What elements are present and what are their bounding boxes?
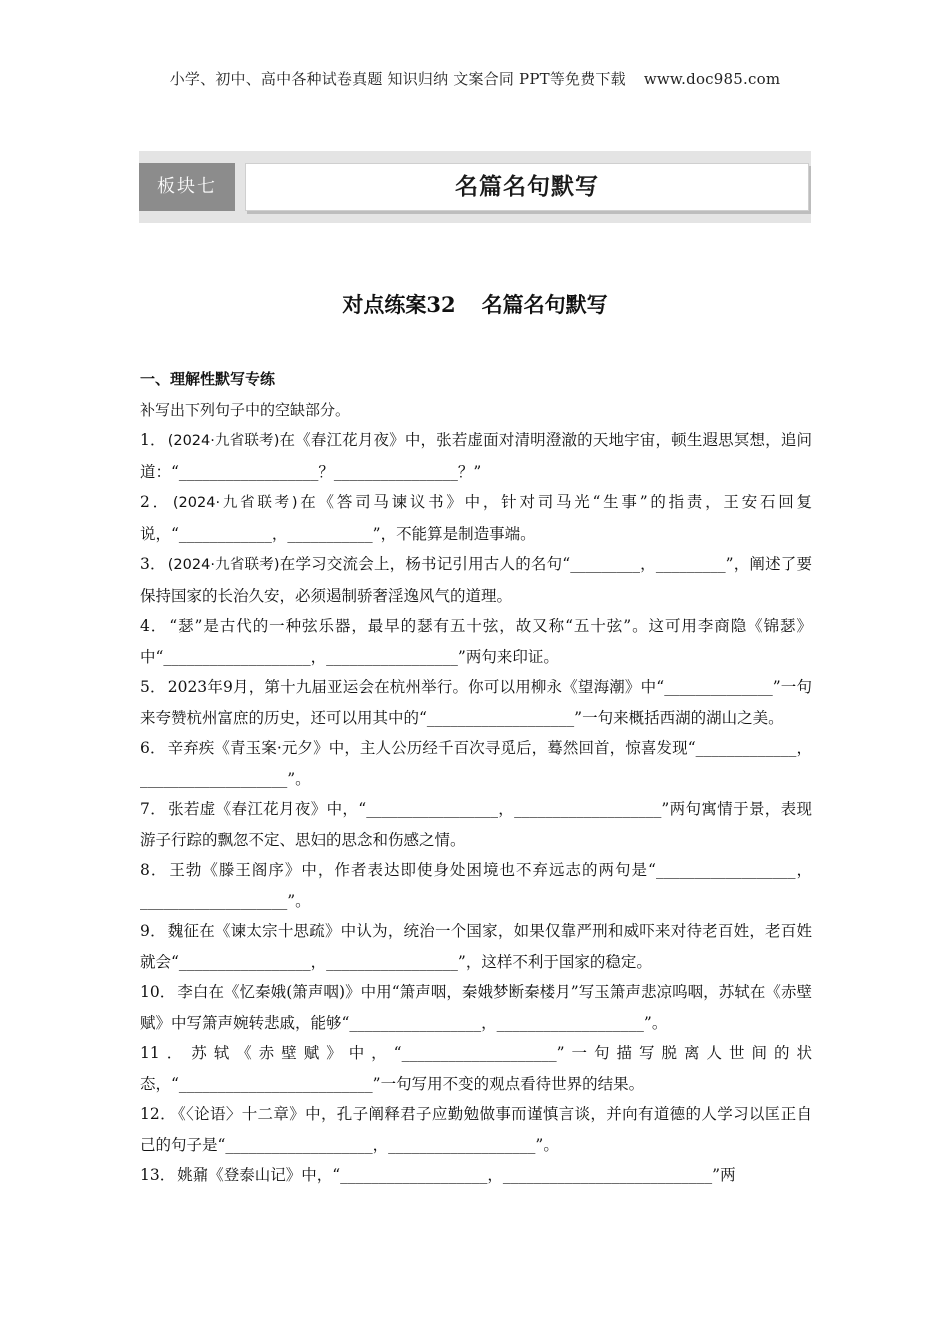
section-banner <box>139 151 811 223</box>
banner-title: 名篇名句默写 <box>245 163 809 211</box>
question-item <box>140 611 812 672</box>
question-text: 在学习交流会上，杨书记引用古人的名句“_________，_________”，阐述了要保持国家的长治久安，必须遏制骄奢淫逸风气的道理。 <box>140 555 813 605</box>
question-text: 2023年9月，第十九届亚运会在杭州举行。你可以用柳永《望海潮》中“______________”一句来夸赞杭州富庶的历史，还可以用其中的“___________________”一句来概括西湖的湖山之美。 <box>140 678 812 727</box>
question-number: 11． <box>140 1044 190 1062</box>
question-number: 3． <box>140 555 166 573</box>
question-text: 在《答司马谏议书》中，针对司马光“生事”的指责，王安石回复说，“____________，___________”，不能算是制造事端。 <box>140 493 812 543</box>
question-text: 张若虚《春江花月夜》中，“_________________，___________________”两句寓情于景，表现游子行踪的飘忽不定、思妇的思念和伤感之情。 <box>140 800 812 849</box>
question-item <box>140 794 812 855</box>
question-text: 苏轼《赤壁赋》中，“____________________”一句描写脱离人世间的状态，“_________________________”一句写用不变的观点看待世界的结果。 <box>140 1044 812 1093</box>
question-text: “瑟”是古代的一种弦乐器，最早的瑟有五十弦，故又称“五十弦”。这可用李商隐《锦瑟》中“___________________，_________________”两句来印证。 <box>140 617 812 666</box>
question-text: 姚鼐《登泰山记》中，“___________________，___________________________”两 <box>177 1166 736 1184</box>
question-item <box>140 549 812 611</box>
header-text: 小学、初中、高中各种试卷真题 知识归纳 文案合同 PPT等免费下载 <box>169 70 626 88</box>
question-number: 12． <box>140 1105 176 1123</box>
question-item <box>140 1099 812 1160</box>
question-item <box>140 855 812 916</box>
section-heading: 一、理解性默写专练 <box>140 370 276 388</box>
question-item <box>140 916 812 977</box>
section-instruction: 补写出下列句子中的空缺部分。 <box>140 400 351 419</box>
question-number: 10． <box>140 983 176 1001</box>
header-site-link[interactable]: www.doc985.com <box>643 70 781 88</box>
question-number: 5． <box>140 678 166 696</box>
site-header <box>0 68 950 89</box>
banner-tag: 板块七 <box>139 163 235 211</box>
page-title <box>0 289 950 319</box>
question-number: 1． <box>140 431 166 449</box>
question-item <box>140 1038 812 1099</box>
question-number: 13． <box>140 1166 176 1184</box>
question-text: 在《春江花月夜》中，张若虚面对清明澄澈的天地宇宙，顿生遐思冥想，追问道：“__________________？________________？” <box>140 431 812 481</box>
question-item <box>140 977 812 1038</box>
question-item <box>140 733 812 794</box>
question-text: 魏征在《谏太宗十思疏》中认为，统治一个国家，如果仅靠严刑和威吓来对待老百姓，老百姓就会“_________________，_________________”，这样不利于国家的稳定。 <box>140 922 812 971</box>
question-source: (2024·九省联考) <box>167 557 280 573</box>
question-text: 辛弃疾《青玉案·元夕》中，主人公历经千百次寻觅后，蓦然回首，惊喜发现“_____________，___________________”。 <box>140 739 812 788</box>
question-text: 《〈论语〉十二章》中，孔子阐释君子应勤勉做事而谨慎言谈，并向有道德的人学习以匡正自己的句子是“___________________，___________________”。 <box>140 1105 812 1154</box>
question-number: 9． <box>140 922 166 940</box>
page-title-prefix: 对点练案32 <box>342 292 456 317</box>
question-text: 王勃《滕王阁序》中，作者表达即使身处困境也不弃远志的两句是“__________________，___________________”。 <box>140 861 812 910</box>
question-source: (2024·九省联考) <box>167 433 280 449</box>
question-number: 8． <box>140 861 168 879</box>
question-item <box>140 487 812 549</box>
question-text: 李白在《忆秦娥(箫声咽)》中用“箫声咽，秦娥梦断秦楼月”写玉箫声悲凉呜咽，苏轼在《赤壁赋》中写箫声婉转悲戚，能够“_________________，___________________”。 <box>140 983 812 1032</box>
question-item <box>140 672 812 733</box>
question-number: 4． <box>140 617 168 635</box>
question-number: 7． <box>140 800 167 818</box>
exercise-content <box>140 364 812 1191</box>
question-number: 2． <box>140 493 171 511</box>
question-item <box>140 1160 812 1191</box>
question-item <box>140 425 812 487</box>
question-number: 6． <box>140 739 166 757</box>
question-source: (2024·九省联考) <box>172 495 298 511</box>
page-title-main: 名篇名句默写 <box>481 292 608 317</box>
